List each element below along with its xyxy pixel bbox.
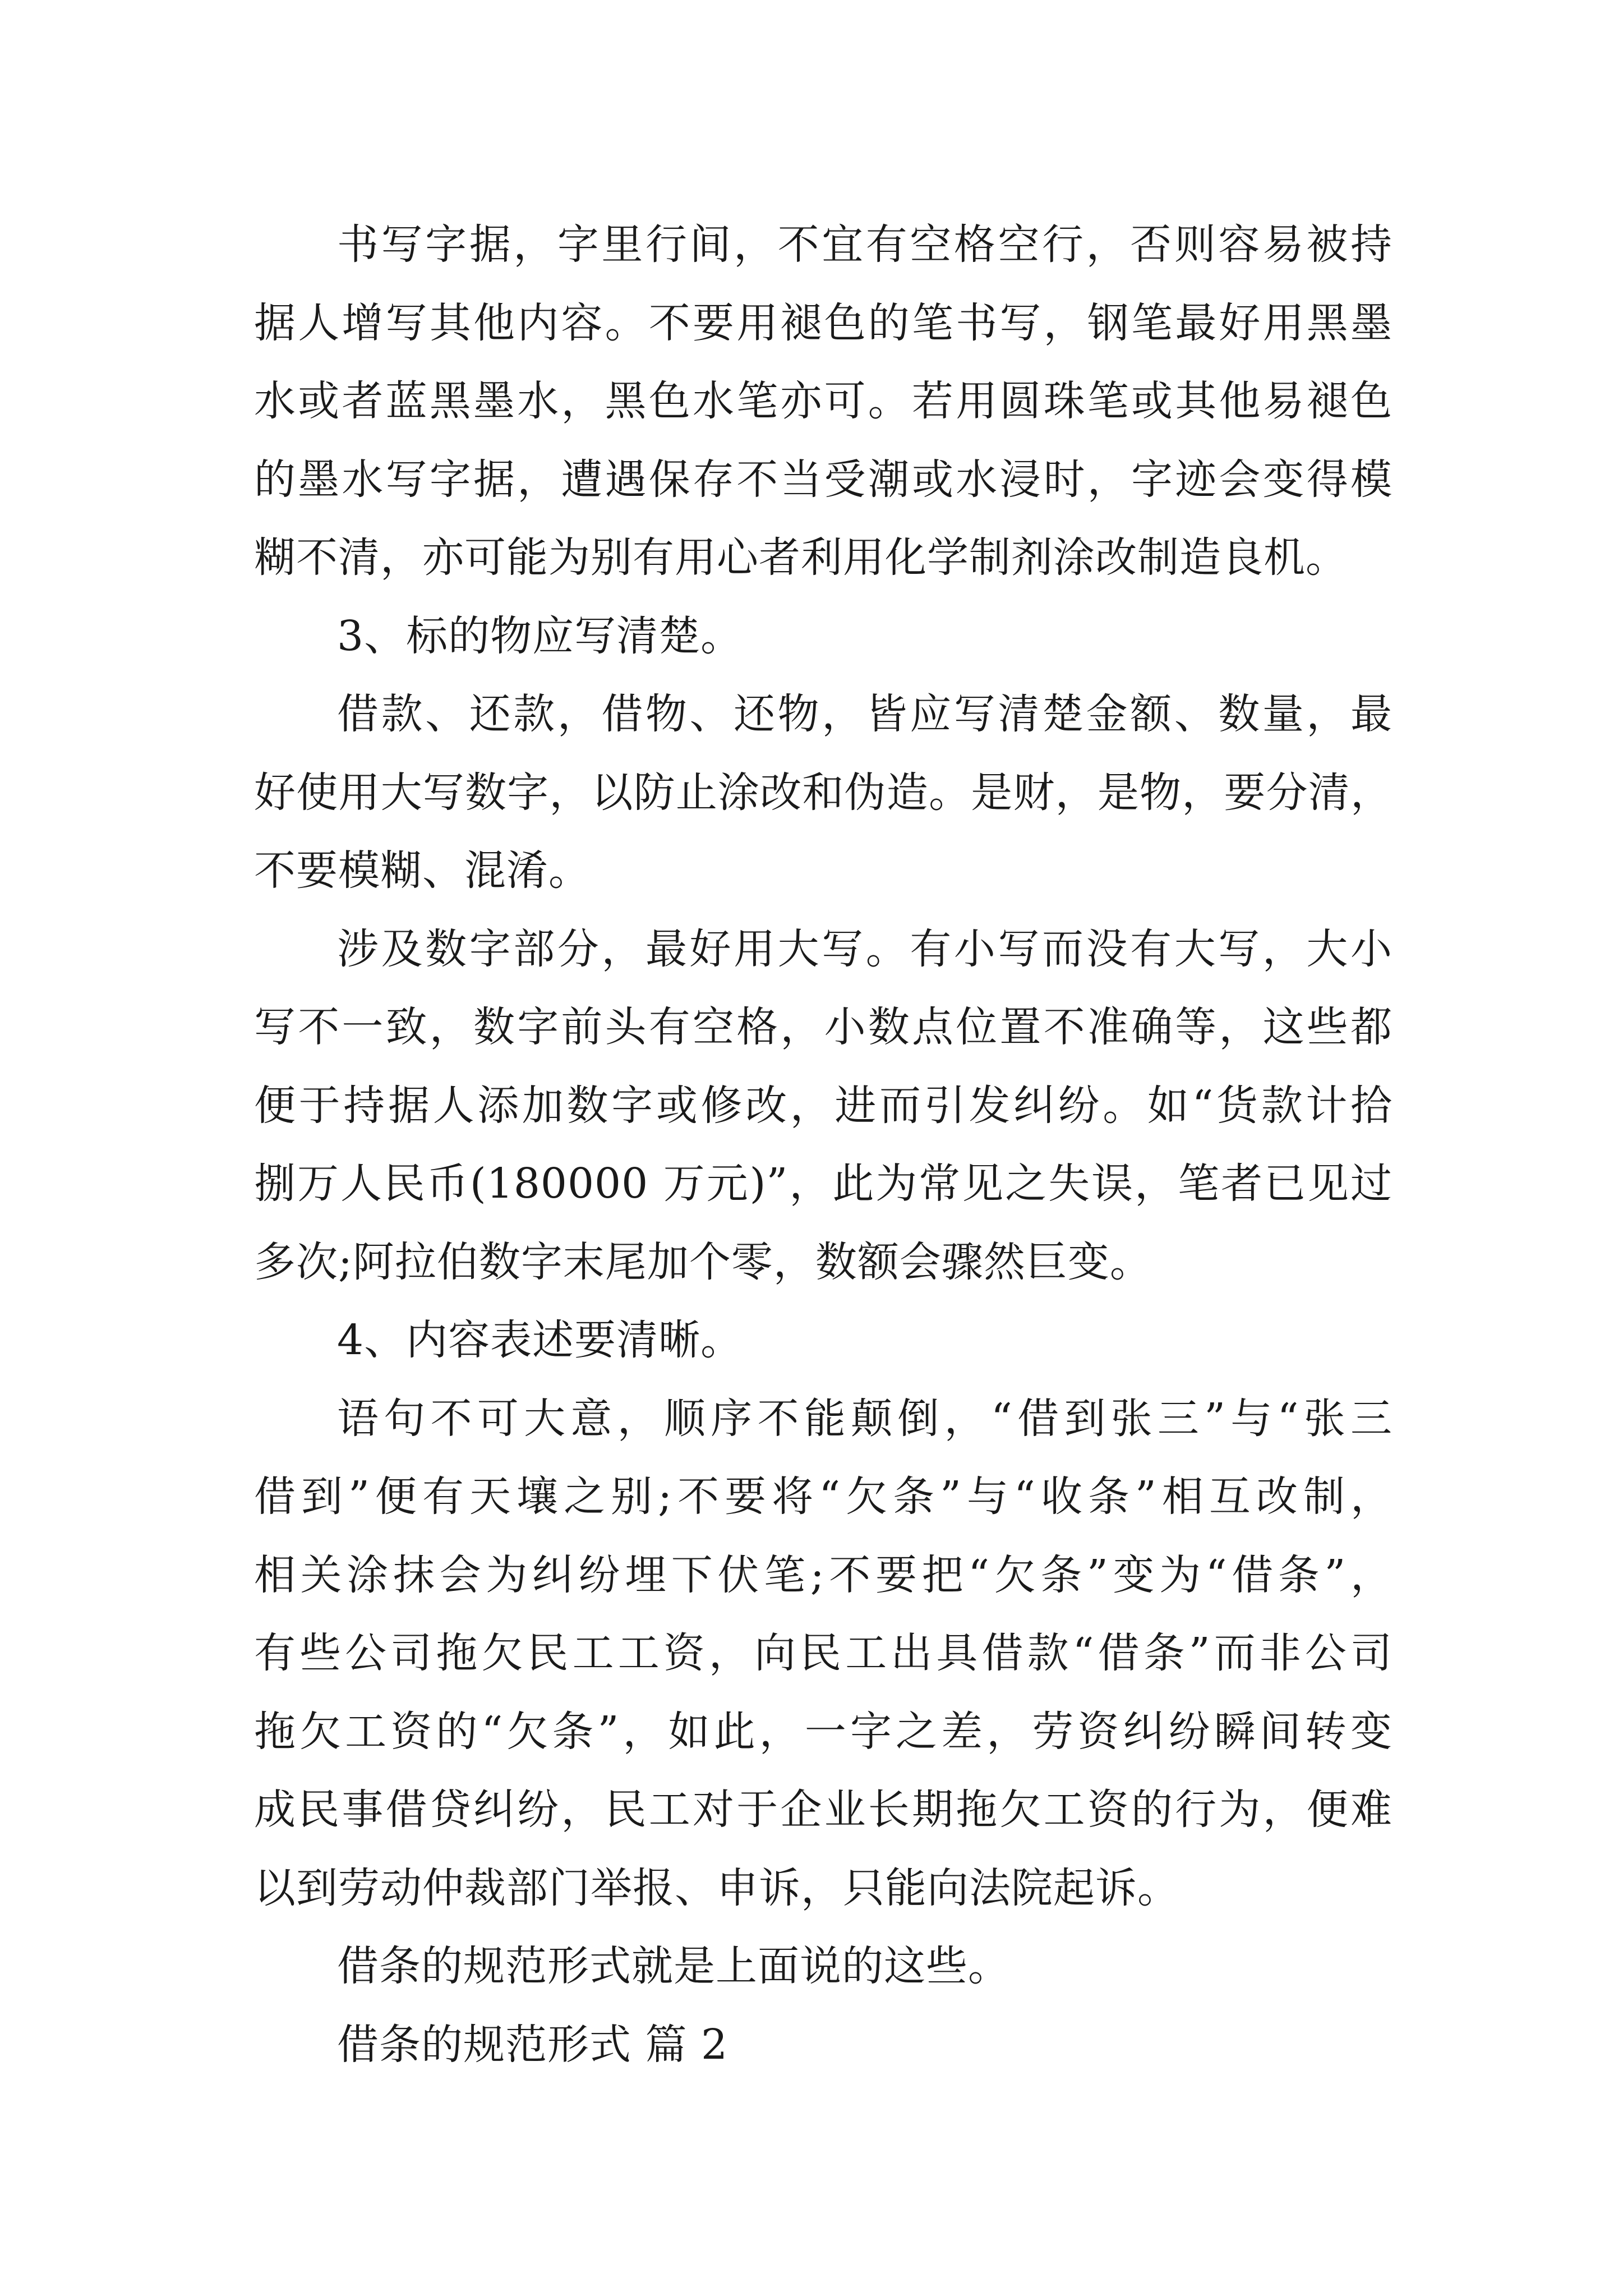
text-line: 好使用大写数字，以防止涂改和伪造。是财，是物，要分清， xyxy=(254,768,1393,817)
text-line: 水或者蓝黑墨水，黑色水笔亦可。若用圆珠笔或其他易褪色 xyxy=(254,377,1393,425)
text-line: 语句不可大意，顺序不能颠倒，“借到张三”与“张三 xyxy=(337,1394,1393,1443)
text-line: 据人增写其他内容。不要用褪色的笔书写，钢笔最好用黑墨 xyxy=(254,298,1393,347)
paragraph xyxy=(254,910,1393,1302)
paragraph xyxy=(254,675,1393,910)
text-line: 不要模糊、混淆。 xyxy=(254,846,591,895)
text-line: 3、标的物应写清楚。 xyxy=(337,611,743,660)
text-line: 书写字据，字里行间，不宜有空格空行，否则容易被持 xyxy=(337,220,1393,269)
text-line: 便于持据人添加数字或修改，进而引发纠纷。如“货款计拾 xyxy=(254,1081,1393,1130)
text-line: 借条的规范形式就是上面说的这些。 xyxy=(337,1942,1010,1990)
text-line: 以到劳动仲裁部门举报、申诉，只能向法院起诉。 xyxy=(254,1864,1179,1912)
paragraph xyxy=(254,1927,1393,2006)
text-line: 4、内容表述要清晰。 xyxy=(337,1316,743,1364)
text-line: 借条的规范形式 篇 2 xyxy=(337,2020,728,2069)
text-line: 捌万人民币(180000 万元)”，此为常见之失误，笔者已见过 xyxy=(254,1159,1393,1208)
paragraph xyxy=(254,1380,1393,1928)
section-heading xyxy=(254,1301,1393,1380)
text-line: 借到”便有天壤之别;不要将“欠条”与“收条”相互改制， xyxy=(254,1473,1393,1521)
text-line: 借款、还款，借物、还物，皆应写清楚金额、数量，最 xyxy=(337,690,1393,738)
text-line: 有些公司拖欠民工工资，向民工出具借款“借条”而非公司 xyxy=(254,1629,1393,1677)
text-line: 写不一致，数字前头有空格，小数点位置不准确等，这些都 xyxy=(254,1003,1393,1051)
text-line: 涉及数字部分，最好用大写。有小写而没有大写，大小 xyxy=(337,924,1393,973)
text-line: 糊不清，亦可能为别有用心者利用化学制剂涂改制造良机。 xyxy=(254,533,1348,582)
section-title xyxy=(254,2006,1393,2085)
text-line: 的墨水写字据，遭遇保存不当受潮或水浸时，字迹会变得模 xyxy=(254,455,1393,504)
body-text xyxy=(254,206,1393,2084)
text-line: 相关涂抹会为纠纷埋下伏笔;不要把“欠条”变为“借条”， xyxy=(254,1550,1393,1599)
text-line: 成民事借贷纠纷，民工对于企业长期拖欠工资的行为，便难 xyxy=(254,1786,1393,1834)
paragraph xyxy=(254,206,1393,597)
text-line: 多次;阿拉伯数字末尾加个零，数额会骤然巨变。 xyxy=(254,1237,1152,1286)
section-heading xyxy=(254,597,1393,676)
text-line: 拖欠工资的“欠条”，如此，一字之差，劳资纠纷瞬间转变 xyxy=(254,1707,1393,1756)
